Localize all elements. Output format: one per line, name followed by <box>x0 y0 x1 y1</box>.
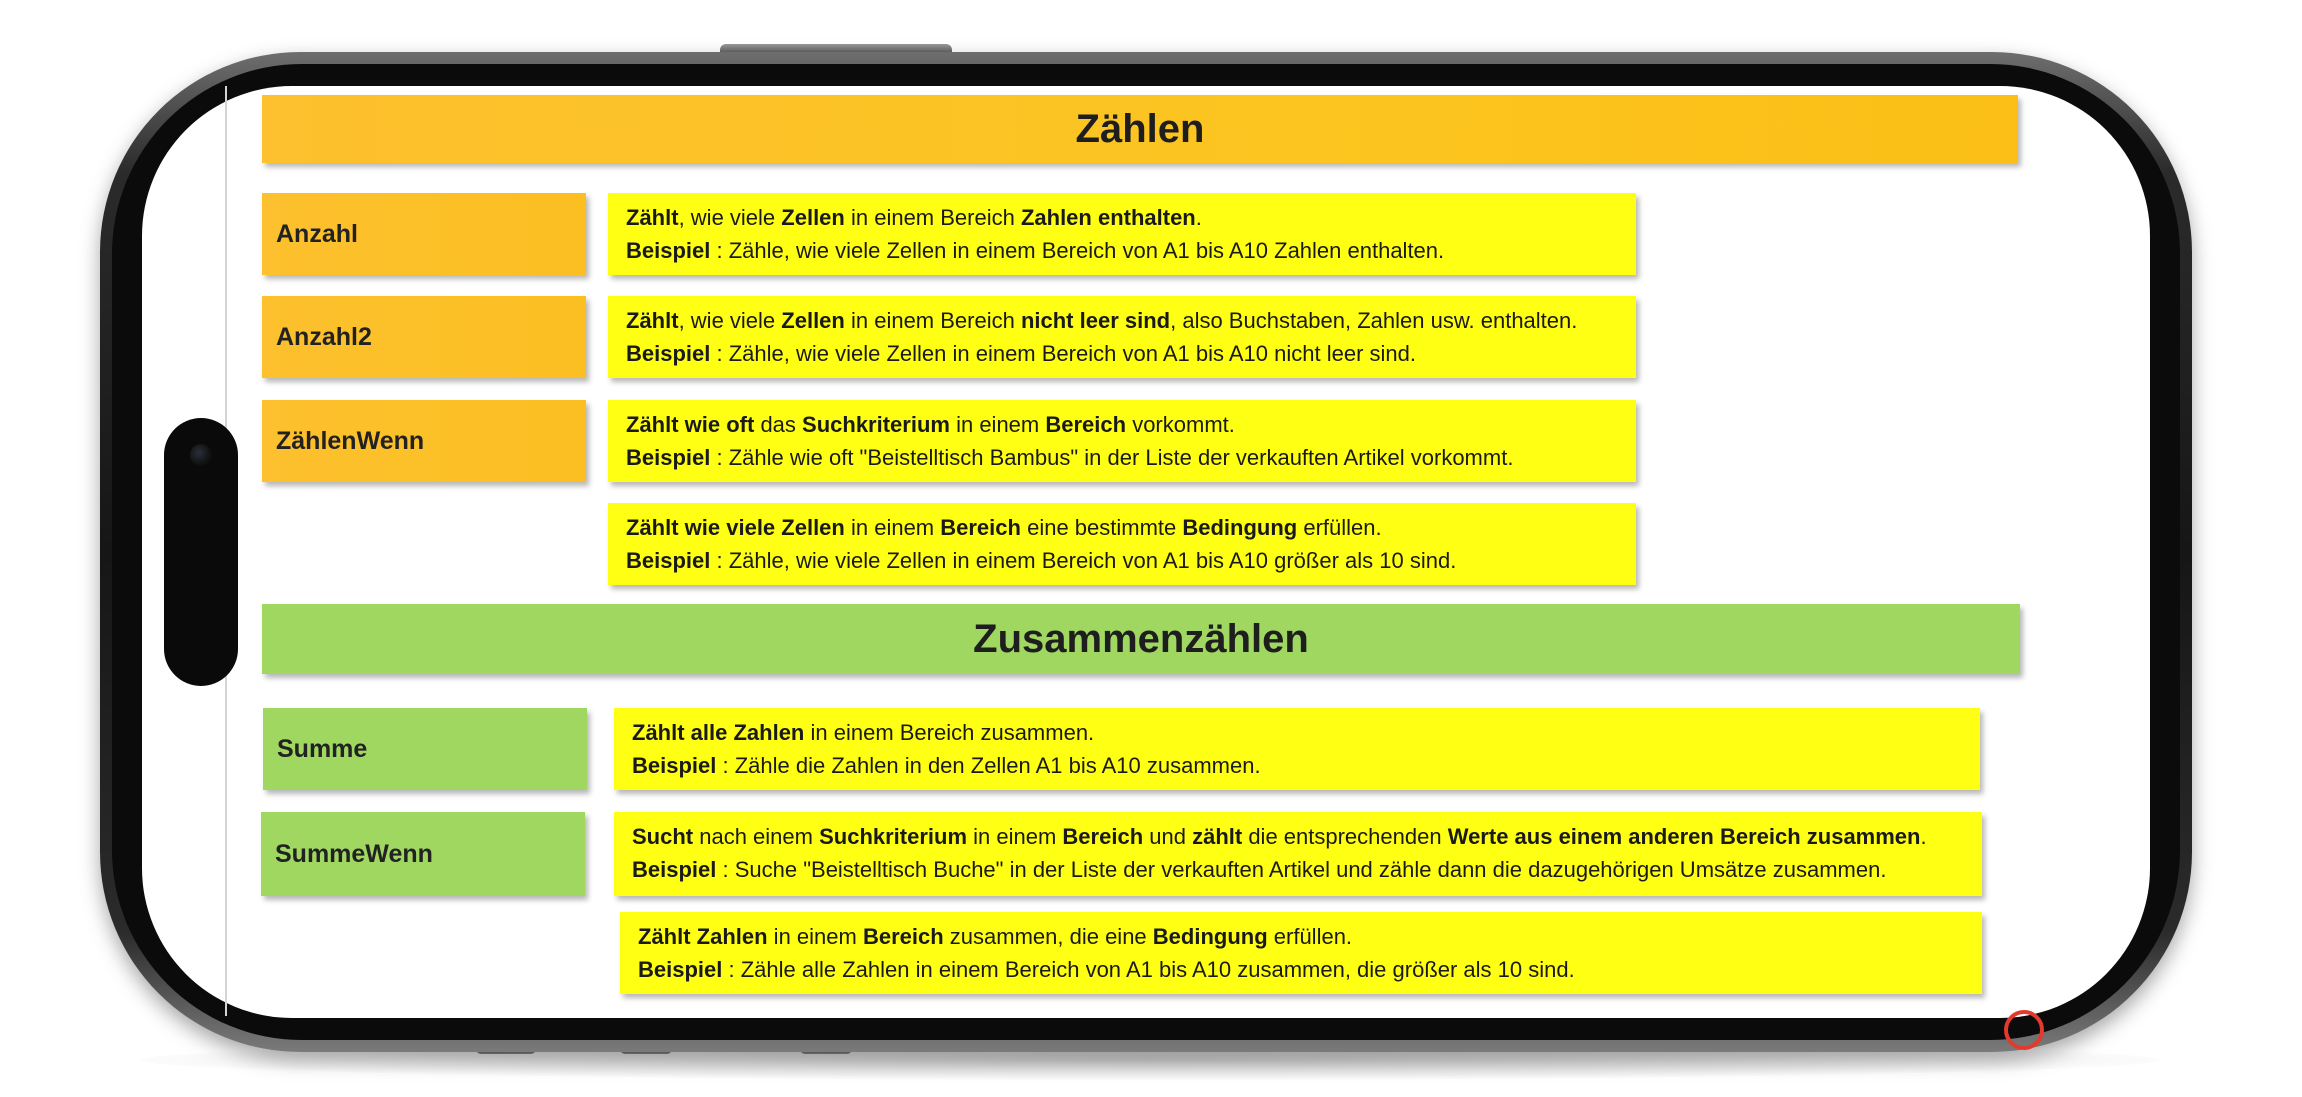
example-line <box>626 441 1620 474</box>
bold-text: Beispiel <box>632 753 717 778</box>
function-description-anzahl <box>608 193 1636 275</box>
text: erfüllen. <box>1267 924 1353 949</box>
function-label-anzahl[interactable]: Anzahl <box>262 193 586 275</box>
bold-text: Bereich <box>1045 412 1127 437</box>
text: in einem Bereich zusammen. <box>804 720 1095 745</box>
text: , wie viele <box>678 205 782 230</box>
text: in einem Bereich <box>844 205 1021 230</box>
text: vorkommt. <box>1126 412 1235 437</box>
bold-text: Zählt alle Zahlen <box>632 720 805 745</box>
bold-text: Zählt <box>626 205 679 230</box>
bold-text: Suchkriterium <box>819 824 968 849</box>
description-line <box>626 408 1620 441</box>
function-description-summewenn-bedingung <box>620 912 1982 994</box>
text: die entsprechenden <box>1242 824 1448 849</box>
text: in einem <box>767 924 863 949</box>
text: eine bestimmte <box>1020 515 1183 540</box>
example-line <box>632 749 1964 782</box>
text: in einem <box>844 515 941 540</box>
description-line <box>626 201 1620 234</box>
text: erfüllen. <box>1297 515 1382 540</box>
function-label-anzahl2[interactable]: Anzahl2 <box>262 296 586 378</box>
bold-text: Beispiel <box>626 445 711 470</box>
bold-text: Werte aus einem anderen Bereich zusammen <box>1447 824 1921 849</box>
example-line <box>638 953 1966 986</box>
dynamic-island <box>164 418 238 686</box>
text: : Zähle, wie viele Zellen in einem Bereich von A1 bis A10 nicht leer sind. <box>710 341 1416 366</box>
bold-text: Bereich <box>940 515 1021 540</box>
camera-icon <box>190 444 212 466</box>
section-title-zaehlen: Zählen <box>262 95 2018 163</box>
text: in einem <box>949 412 1046 437</box>
bold-text: Suchkriterium <box>802 412 950 437</box>
bold-text: Zählt Zahlen <box>638 924 768 949</box>
description-line <box>626 304 1620 337</box>
bold-text: Beispiel <box>626 548 711 573</box>
text: , wie viele <box>678 308 782 333</box>
text: nach einem <box>693 824 820 849</box>
bold-text: Zahlen enthalten <box>1020 205 1196 230</box>
text: und <box>1143 824 1193 849</box>
bold-text: Zählt <box>626 308 679 333</box>
function-label-zaehlenwenn[interactable]: ZählenWenn <box>262 400 586 482</box>
description-line <box>626 511 1620 544</box>
text: : Zähle wie oft "Beistelltisch Bambus" in der Liste der verkauften Artikel vorkommt. <box>710 445 1514 470</box>
text: , also Buchstaben, Zahlen usw. enthalten. <box>1170 308 1578 333</box>
function-description-zaehlenwenn-bedingung <box>608 503 1636 585</box>
bold-text: Bereich <box>862 924 944 949</box>
text: . <box>1920 824 1927 849</box>
bold-text: Zählt wie oft <box>626 412 755 437</box>
function-description-summe <box>614 708 1980 790</box>
bold-text: Zellen <box>781 205 845 230</box>
description-line <box>632 716 1964 749</box>
bold-text: zählt <box>1192 824 1243 849</box>
example-line <box>626 234 1620 267</box>
example-line <box>626 544 1620 577</box>
text: : Zähle, wie viele Zellen in einem Bereich von A1 bis A10 größer als 10 sind. <box>710 548 1457 573</box>
bold-text: Sucht <box>632 824 694 849</box>
bold-text: Beispiel <box>638 957 723 982</box>
example-line <box>632 853 1966 886</box>
corner-icon <box>2004 1010 2044 1050</box>
text: in einem <box>967 824 1063 849</box>
text: das <box>754 412 803 437</box>
text: : Zähle alle Zahlen in einem Bereich von A1 bis A10 zusammen, die größer als 10 sind. <box>722 957 1575 982</box>
text: in einem Bereich <box>844 308 1021 333</box>
bold-text: Beispiel <box>632 857 717 882</box>
bold-text: Bereich <box>1062 824 1144 849</box>
bold-text: nicht leer sind <box>1020 308 1171 333</box>
text: : Zähle, wie viele Zellen in einem Bereich von A1 bis A10 Zahlen enthalten. <box>710 238 1445 263</box>
bold-text: Bedingung <box>1182 515 1298 540</box>
text: : Suche "Beistelltisch Buche" in der Liste der verkauften Artikel und zähle dann die dazugehörigen Umsätze zusammen. <box>716 857 1887 882</box>
function-description-anzahl2 <box>608 296 1636 378</box>
bold-text: Beispiel <box>626 238 711 263</box>
section-title-zusammenzaehlen: Zusammenzählen <box>262 604 2020 674</box>
bold-text: Bedingung <box>1152 924 1268 949</box>
function-description-zaehlenwenn <box>608 400 1636 482</box>
bold-text: Beispiel <box>626 341 711 366</box>
description-line <box>632 820 1966 853</box>
function-description-summewenn <box>614 812 1982 896</box>
example-line <box>626 337 1620 370</box>
text: . <box>1195 205 1202 230</box>
function-label-summe[interactable]: Summe <box>263 708 587 790</box>
bold-text: Zellen <box>781 308 845 333</box>
bold-text: Zählt wie viele Zellen <box>626 515 845 540</box>
description-line <box>638 920 1966 953</box>
text: : Zähle die Zahlen in den Zellen A1 bis A10 zusammen. <box>716 753 1261 778</box>
text: zusammen, die eine <box>943 924 1153 949</box>
function-label-summewenn[interactable]: SummeWenn <box>261 812 585 896</box>
